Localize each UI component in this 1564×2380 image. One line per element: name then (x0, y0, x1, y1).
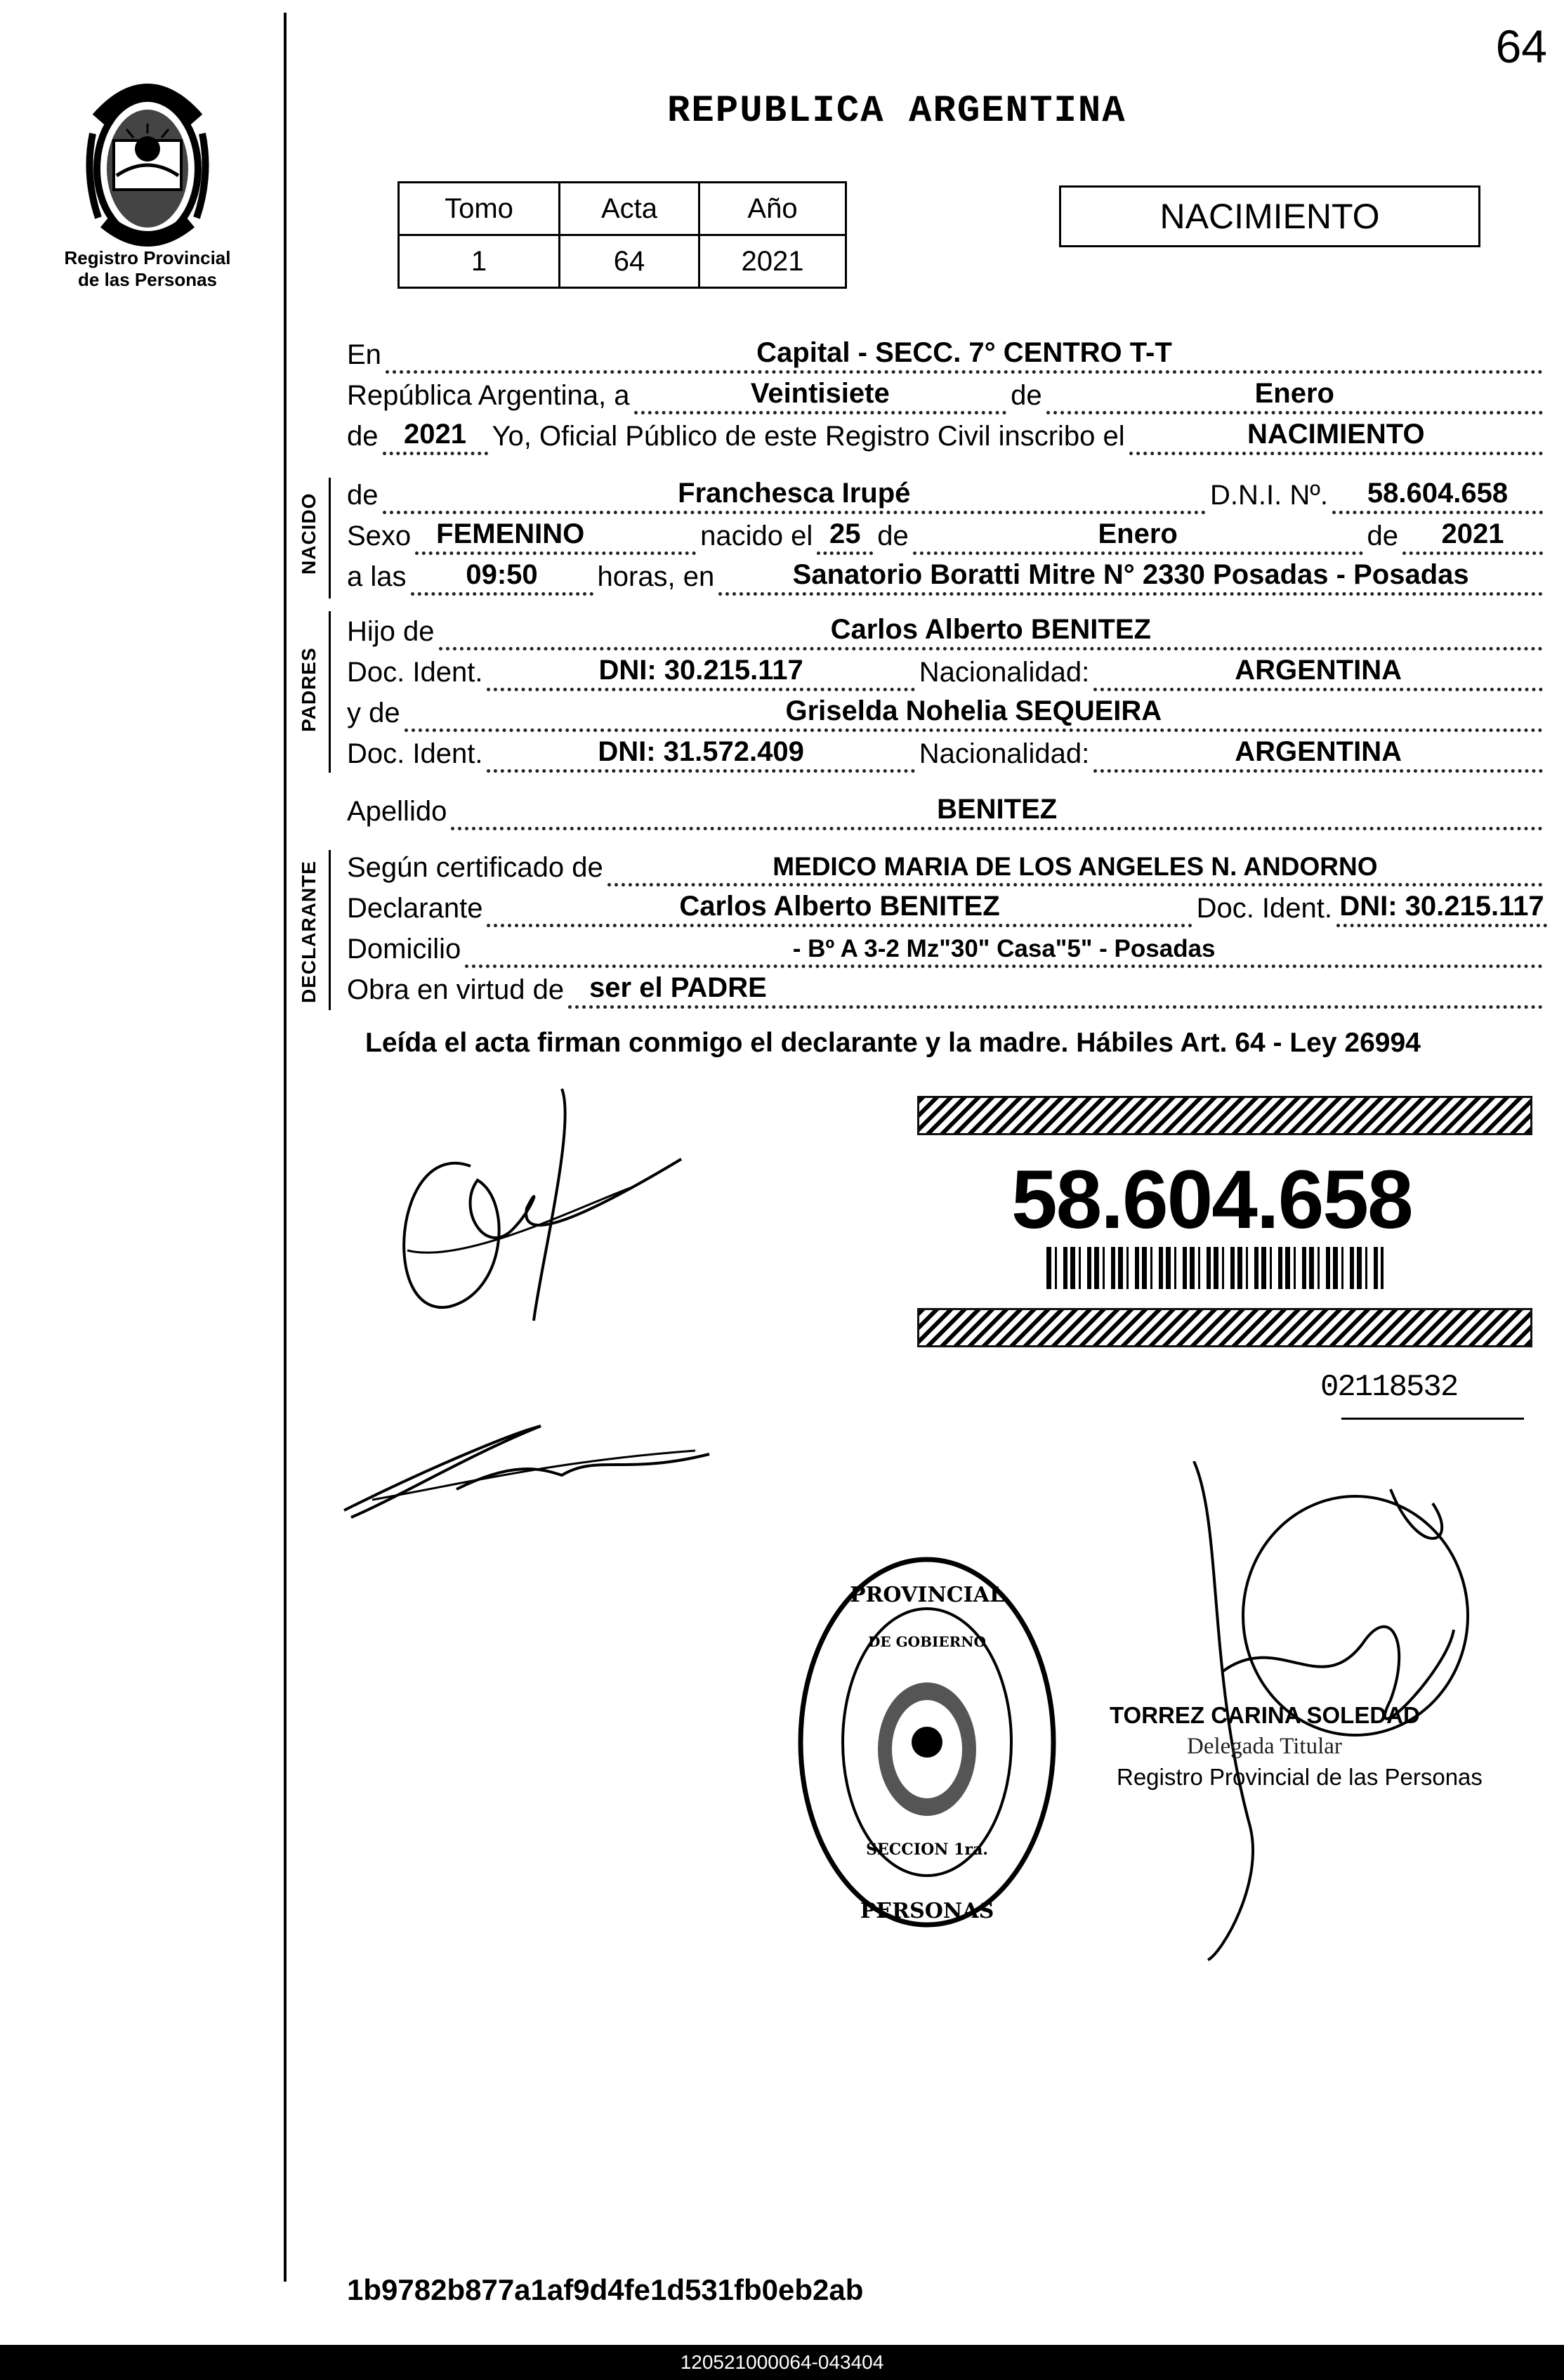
value-declarante: Carlos Alberto BENITEZ (679, 891, 1000, 922)
label-father-nat: Nacionalidad: (919, 657, 1090, 688)
label-domicilio: Domicilio (347, 934, 461, 965)
value-year: 2021 (404, 419, 466, 450)
label-y-de: y de (347, 698, 400, 728)
field-nombre (347, 476, 1547, 514)
security-band-top (917, 1096, 1532, 1135)
field-father-doc (347, 653, 1547, 691)
label-a-las: a las (347, 561, 407, 592)
document-hash: 1b9782b877a1af9d4fe1d531fb0eb2ab (347, 2273, 864, 2306)
header-acta: Acta (560, 183, 699, 235)
value-birth-time: 09:50 (466, 559, 538, 590)
label-horas-en: horas, en (597, 561, 715, 592)
label-de-year2: de (1367, 521, 1398, 551)
official-seal (794, 1552, 1060, 1932)
value-father-doc: DNI: 30.215.117 (598, 655, 803, 686)
value-tomo: 1 (399, 235, 560, 288)
value-certificado: MEDICO MARIA DE LOS ANGELES N. ANDORNO (773, 852, 1378, 881)
value-child-dni: 58.604.658 (1367, 478, 1509, 509)
value-sexo: FEMENINO (436, 518, 585, 549)
svg-text:SECCION 1ra.: SECCION 1ra. (866, 1840, 988, 1859)
value-birth-year: 2021 (1441, 518, 1504, 549)
field-year-inscribo (347, 417, 1547, 455)
field-sexo-nacido (347, 517, 1547, 555)
security-band-bottom (917, 1308, 1532, 1347)
label-name-de: de (347, 480, 379, 511)
footer-code: 120521000064-043404 (0, 2345, 1564, 2380)
label-de-year: de (347, 421, 379, 452)
label-republica: República Argentina, a (347, 380, 630, 411)
label-en: En (347, 339, 381, 370)
value-domicilio: - Bº A 3-2 Mz"30" Casa"5" - Posadas (792, 935, 1216, 962)
label-declarante: Declarante (347, 893, 483, 924)
official-office: Registro Provincial de las Personas (1117, 1764, 1483, 1790)
field-y-de (347, 694, 1547, 732)
issuer-caption (42, 247, 253, 291)
issuer-caption-line1: Registro Provincial (64, 247, 231, 268)
field-apellido (347, 792, 1547, 830)
value-mother-nat: ARGENTINA (1235, 736, 1402, 767)
margin-rule (284, 13, 287, 2282)
value-birth-day: 25 (829, 518, 861, 549)
barcode (1046, 1247, 1384, 1289)
serial-number: 02118532 (1320, 1370, 1458, 1405)
field-obra (347, 971, 1547, 1009)
official-role: Delegada Titular (1187, 1734, 1342, 1759)
label-inscribo: Yo, Oficial Público de este Registro Civil inscribo el (492, 421, 1125, 452)
value-apellido: BENITEZ (937, 794, 1058, 825)
value-obra: ser el PADRE (589, 972, 767, 1003)
value-birth-place: Sanatorio Boratti Mitre N° 2330 Posadas - Posadas (792, 559, 1469, 590)
svg-text:PERSONAS: PERSONAS (860, 1899, 994, 1923)
label-obra: Obra en virtud de (347, 974, 565, 1005)
label-certificado: Según certificado de (347, 852, 603, 883)
label-sexo: Sexo (347, 521, 412, 551)
section-padres: PADRES (298, 647, 320, 732)
declarant-signature (365, 1082, 730, 1349)
act-type-box: NACIMIENTO (1059, 185, 1480, 247)
value-month-text: Enero (1254, 378, 1334, 409)
value-mother-doc: DNI: 31.572.409 (598, 736, 804, 767)
field-en (347, 336, 1547, 374)
barcode-dni-number: 58.604.658 (1011, 1153, 1412, 1246)
official-name: TORREZ CARINA SOLEDAD (1110, 1702, 1420, 1728)
value-act-type: NACIMIENTO (1247, 419, 1425, 450)
field-declarante (347, 889, 1547, 927)
section-nacido: NACIDO (298, 492, 320, 575)
province-emblem-logo (77, 70, 218, 260)
field-certificado (347, 849, 1547, 887)
padres-bracket (329, 611, 331, 773)
field-domicilio (347, 930, 1547, 968)
value-day-text: Veintisiete (750, 378, 890, 409)
label-dni: D.N.I. Nº. (1210, 480, 1328, 511)
field-republica (347, 377, 1547, 414)
label-mother-doc: Doc. Ident. (347, 738, 483, 769)
serial-underline (1341, 1418, 1524, 1420)
label-father-doc: Doc. Ident. (347, 657, 483, 688)
field-mother-doc (347, 735, 1547, 773)
registry-table (397, 181, 847, 289)
value-father-name: Carlos Alberto BENITEZ (830, 614, 1151, 645)
value-mother-name: Griselda Nohelia SEQUEIRA (785, 695, 1162, 726)
mother-signature (330, 1412, 723, 1524)
nacido-bracket (329, 478, 331, 599)
value-birth-month: Enero (1098, 518, 1178, 549)
svg-text:DE GOBIERNO: DE GOBIERNO (868, 1633, 986, 1650)
closing-statement: Leída el acta firman conmigo el declarante y la madre. Hábiles Art. 64 - Ley 26994 (365, 1028, 1421, 1058)
field-hora-lugar (347, 558, 1547, 596)
label-de-month: de (877, 521, 909, 551)
value-father-nat: ARGENTINA (1235, 655, 1402, 686)
label-mother-nat: Nacionalidad: (919, 738, 1090, 769)
svg-text:PROVINCIAL: PROVINCIAL (849, 1583, 1005, 1607)
official-stamp-text (1110, 1700, 1483, 1793)
label-hijo-de: Hijo de (347, 616, 435, 647)
value-en: Capital - SECC. 7° CENTRO T-T (756, 337, 1172, 368)
issuer-caption-line2: de las Personas (78, 269, 217, 290)
field-hijo-de (347, 613, 1547, 650)
label-nacido-el: nacido el (700, 521, 813, 551)
declarante-bracket (329, 850, 331, 1010)
value-ano: 2021 (699, 235, 846, 288)
label-declarante-doc: Doc. Ident. (1196, 893, 1332, 924)
value-child-name: Franchesca Irupé (678, 478, 911, 509)
page-number: 64 (1495, 20, 1547, 72)
document-title: REPUBLICA ARGENTINA (667, 90, 1126, 133)
header-ano: Año (699, 183, 846, 235)
value-acta: 64 (560, 235, 699, 288)
value-declarante-doc: DNI: 30.215.117 (1339, 891, 1544, 922)
header-tomo: Tomo (399, 183, 560, 235)
label-de: de (1011, 380, 1042, 411)
label-apellido: Apellido (347, 796, 447, 827)
section-declarante: DECLARANTE (298, 861, 320, 1003)
